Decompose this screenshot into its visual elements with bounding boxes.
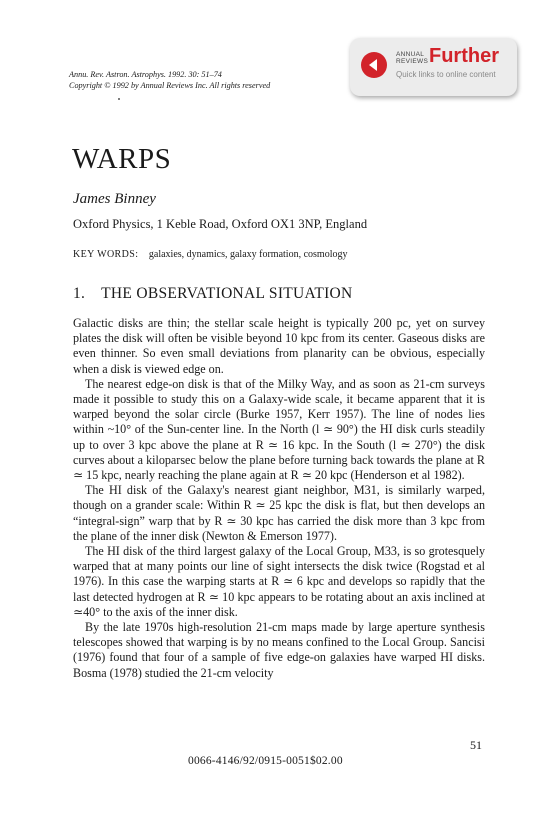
article-code: 0066-4146/92/0915-0051$02.00 [188, 755, 343, 767]
paragraph: By the late 1970s high-resolution 21-cm maps made by large aperture synthesis telescopes showed that warping is by no means confined to the Local Group. Sancisi (1976) found that four of a sample of five edge-on galaxies have warped HI disks. Bosma (1978) studied the 21-cm velocity [73, 620, 485, 680]
article-title: WARPS [72, 143, 172, 175]
keywords [73, 249, 347, 260]
journal-line-2: Copyright © 1992 by Annual Reviews Inc. All rights reserved [69, 81, 271, 90]
paragraph: Galactic disks are thin; the stellar scale height is typically 200 pc, yet on survey plates the disk will often be visible beyond 10 kpc from its center. Gaseous disks are even thinner. So even small deviations from planarity can be obvious, especially when a disk is viewed edge on. [73, 316, 485, 376]
page-number: 51 [470, 738, 482, 752]
section-heading [73, 285, 353, 303]
section-title: THE OBSERVATIONAL SITUATION [101, 285, 353, 302]
speck-mark [118, 98, 120, 100]
article-author: James Binney [73, 191, 156, 207]
badge-tagline: Quick links to online content [396, 70, 496, 79]
further-badge[interactable] [350, 38, 517, 96]
journal-line-1: Annu. Rev. Astron. Astrophys. 1992. 30: 51–74 [69, 70, 222, 79]
paragraph: The HI disk of the Galaxy's nearest giant neighbor, M31, is similarly warped, though on a grander scale: Within R ≃ 25 kpc the disk is flat, but then develops an “integral-sign” warp that by R ≃ 30 kpc has carried the disk more than 3 kpc from the plane of the inner disk (Newton & Emerson 1977). [73, 483, 485, 543]
arrow-icon [361, 52, 387, 78]
annual-reviews-logo [396, 51, 428, 65]
keywords-label: KEY WORDS: [73, 249, 139, 260]
logo-reviews-text: REVIEWS [396, 58, 429, 65]
author-affiliation: Oxford Physics, 1 Keble Road, Oxford OX1 3NP, England [73, 217, 368, 231]
journal-citation [69, 69, 270, 91]
paragraph: The nearest edge-on disk is that of the Milky Way, and as soon as 21-cm surveys made it possible to study this on a Galaxy-wide scale, it became apparent that it is warped beyond the solar circle (Burke 1957, Kerr 1957). The line of nodes lies within ~10° of the Sun-center line. In the North (l ≃ 90°) the HI disk curls steadily up to over 3 kpc above the plane at R ≃ 16 kpc. In the South (l ≃ 270°) the disk curves about a kiloparsec below the plane before turning back towards the plane at R ≃ 15 kpc, nearly reaching the plane again at R ≃ 20 kpc (Henderson et al 1982). [73, 376, 485, 483]
keywords-list: galaxies, dynamics, galaxy formation, cosmology [148, 249, 348, 260]
body-text [73, 316, 485, 681]
section-number: 1. [73, 285, 86, 302]
logo-annual-text: ANNUAL [396, 51, 425, 58]
paragraph: The HI disk of the third largest galaxy of the Local Group, M33, is so grotesquely warped that at many points our line of sight intersects the disk twice (Rogstad et al 1976). In this case the warping starts at R ≃ 6 kpc and develops so rapidly that the last detected hydrogen at R ≃ 10 kpc appears to be rotating about an axis inclined at ≃40° to the axis of the inner disk. [73, 544, 485, 619]
further-label: Further [429, 45, 499, 67]
